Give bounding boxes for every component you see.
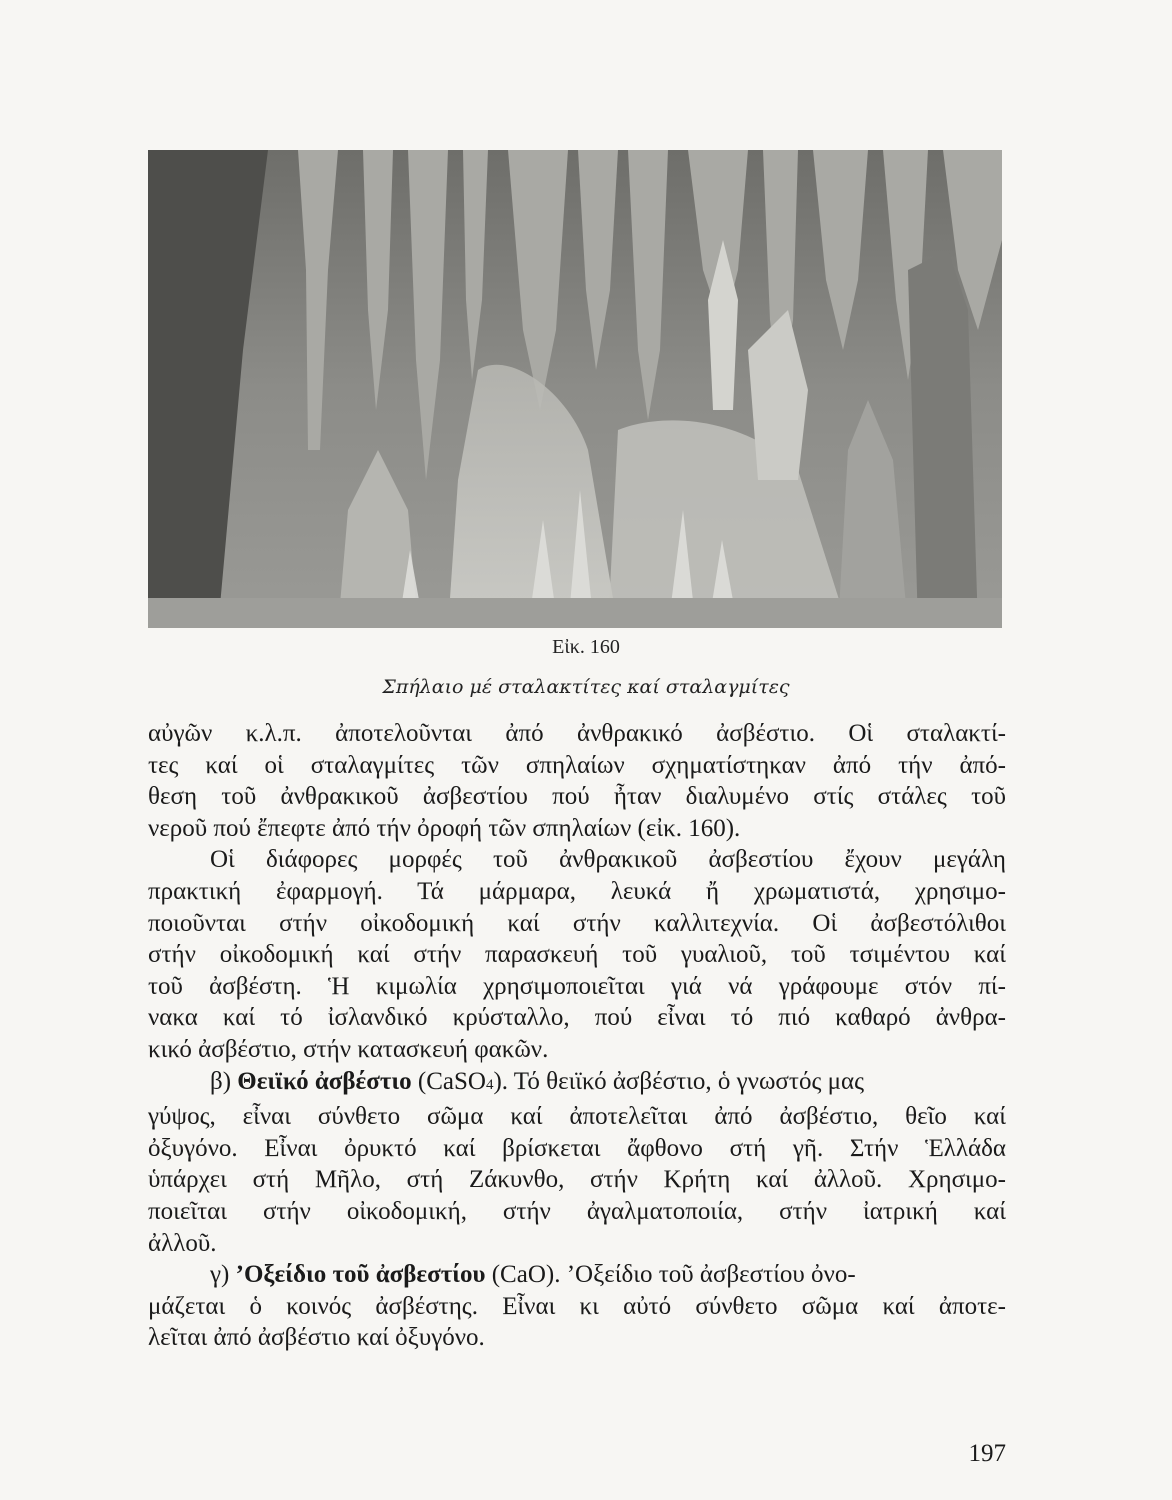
text-line: λεῖται ἀπό ἀσβέστιο καί ὀξυγόνο. xyxy=(148,1324,485,1352)
body-text xyxy=(148,718,1006,1354)
term-calcium-sulfate: Θειϊκό ἀσβέστιο xyxy=(237,1067,412,1095)
text-line: νεροῦ πού ἔπεφτε ἀπό τήν ὀροφή τῶν σπηλαίων (εἰκ. 160). xyxy=(148,814,741,842)
text-line: γύψος, εἶναι σύνθετο σῶμα καί ἀποτελεῖται ἀπό ἀσβέστιο, θεῖο καί xyxy=(148,1103,1006,1131)
text-line: αὐγῶν κ.λ.π. ἀποτελοῦνται ἀπό ἀνθρακικό ἀσβέστιο. Οἱ σταλακτί- xyxy=(148,720,1006,747)
cave-photo-image xyxy=(148,150,1002,628)
text-line: κικό ἀσβέστιο, στήν κατασκευή φακῶν. xyxy=(148,1035,549,1063)
text-line: Οἱ διάφορες μορφές τοῦ ἀνθρακικοῦ ἀσβεστίου ἔχουν μεγάλη xyxy=(210,846,1006,874)
text-line: πρακτική ἐφαρμογή. Τά μάρμαρα, λευκά ἤ χρωματιστά, χρησιμο- xyxy=(148,877,1006,905)
figure-caption: Σπήλαιο μέ σταλακτίτες καί σταλαγμίτες xyxy=(382,676,790,698)
text-line: ὀξυγόνο. Εἶναι ὀρυκτό καί βρίσκεται ἄφθονο στή γῆ. Στήν Ἑλλάδα xyxy=(148,1134,1006,1162)
section-heading-calcium-sulfate: β) Θειϊκό ἀσβέστιο (CaSO4). Τό θειϊκό ἀσβέστιο, ὁ γνωστός μας xyxy=(210,1067,865,1095)
term-calcium-oxide: ’Οξείδιο τοῦ ἀσβεστίου xyxy=(235,1261,486,1289)
text-line: θεση τοῦ ἀνθρακικοῦ ἀσβεστίου πού ἦταν διαλυμένο στίς στάλες τοῦ xyxy=(148,783,1006,811)
text-line: ὑπάρχει στή Μῆλο, στή Ζάκυνθο, στήν Κρήτη καί ἀλλοῦ. Χρησιμο- xyxy=(148,1166,1006,1194)
cave-photo xyxy=(148,150,1002,628)
text-line: στήν οἰκοδομική καί στήν παρασκευή τοῦ γυαλιοῦ, τοῦ τσιμέντου καί xyxy=(148,941,1006,969)
text-line: ποιοῦνται στήν οἰκοδομική καί στήν καλλιτεχνία. Οἱ ἀσβεστόλιθοι xyxy=(148,909,1006,937)
text-line: ποιεῖται στήν οἰκοδομική, στήν ἀγαλματοποιία, στήν ἰατρική καί xyxy=(148,1197,1006,1225)
section-heading-calcium-oxide: γ) ’Οξείδιο τοῦ ἀσβεστίου (CaO). ’Οξείδιο τοῦ ἀσβεστίου ὀνο- xyxy=(210,1261,856,1289)
text-line: νακα καί τό ἰσλανδικό κρύσταλλο, πού εἶναι τό πιό καθαρό ἀνθρα- xyxy=(148,1004,1006,1032)
figure-label: Εἰκ. 160 xyxy=(552,636,620,658)
text-line: τοῦ ἀσβέστη. Ἡ κιμωλία χρησιμοποιεῖται γιά νά γράφουμε στόν πί- xyxy=(148,972,1006,1000)
text-line: μάζεται ὁ κοινός ἀσβέστης. Εἶναι κι αὐτό σύνθετο σῶμα καί ἀποτε- xyxy=(148,1292,1006,1320)
page-number: 197 xyxy=(968,1440,1006,1467)
text-line: τες καί οἱ σταλαγμίτες τῶν σπηλαίων σχηματίστηκαν ἀπό τήν ἀπό- xyxy=(148,751,1006,779)
text-line: ἀλλοῦ. xyxy=(148,1229,217,1257)
